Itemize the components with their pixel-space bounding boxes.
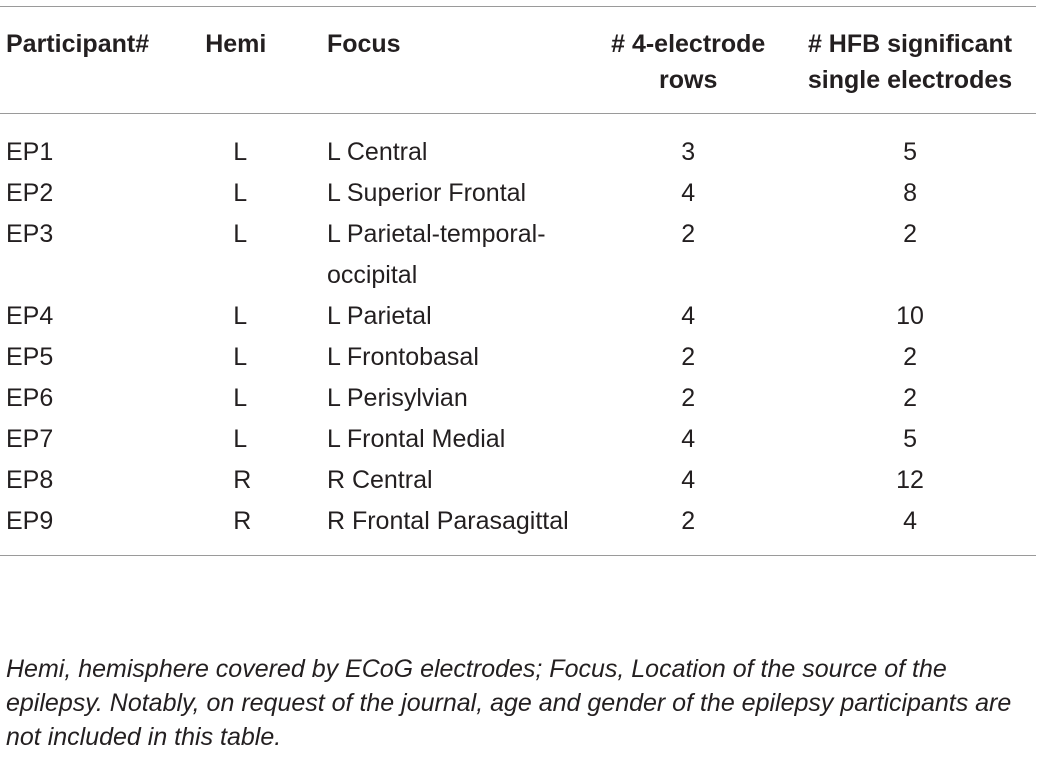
table-row (0, 173, 1036, 214)
cell-hemi: L (233, 220, 248, 248)
cell-hemi: R (233, 507, 252, 535)
cell-hfb-electrodes: 12 (896, 466, 924, 494)
cell-focus (327, 214, 592, 296)
cell-hemi: L (233, 138, 248, 166)
cell-electrode-rows: 4 (681, 302, 696, 330)
table-header (0, 7, 1036, 114)
cell-focus-text: L Superior Frontal (326, 179, 527, 207)
cell-focus-text: L Parietal-temporal-occipital (326, 220, 546, 289)
header-hfb-line2: single electrodes (807, 66, 1013, 94)
cell-electrode-rows: 3 (681, 138, 696, 166)
cell-electrode-rows: 4 (681, 466, 696, 494)
cell-focus (327, 337, 592, 378)
table-row (0, 337, 1036, 378)
cell-hfb-electrodes: 2 (903, 343, 917, 371)
cell-hfb-electrodes: 5 (903, 138, 917, 166)
header-electrode-rows (592, 7, 784, 114)
cell-electrode-rows: 2 (681, 507, 696, 535)
cell-focus-text: L Frontal Medial (326, 425, 506, 453)
cell-participant: EP9 (6, 507, 54, 535)
cell-focus (327, 173, 592, 214)
table-row (0, 501, 1036, 556)
cell-participant: EP1 (6, 138, 54, 166)
header-focus: Focus (326, 30, 401, 58)
table-row (0, 419, 1036, 460)
cell-focus-text: L Parietal (326, 302, 432, 330)
cell-participant: EP3 (6, 220, 54, 248)
cell-electrode-rows: 2 (681, 343, 696, 371)
header-row (0, 7, 1036, 114)
cell-focus (327, 296, 592, 337)
cell-hemi: L (233, 343, 248, 371)
table-row (0, 378, 1036, 419)
header-hemi: Hemi (205, 30, 267, 58)
cell-hfb-electrodes: 10 (896, 302, 924, 330)
table-row (0, 214, 1036, 296)
cell-hemi: L (233, 179, 248, 207)
header-hfb-electrodes (784, 7, 1036, 114)
cell-hfb-electrodes: 2 (903, 220, 917, 248)
cell-focus (327, 501, 592, 556)
cell-hemi: L (233, 425, 248, 453)
cell-electrode-rows: 4 (681, 425, 696, 453)
cell-hemi: L (233, 384, 248, 412)
cell-hfb-electrodes: 4 (903, 507, 917, 535)
table-body (0, 114, 1036, 556)
header-participant: Participant# (6, 30, 150, 58)
table-row (0, 296, 1036, 337)
cell-focus-text: R Central (326, 466, 433, 494)
table-footnote: Hemi, hemisphere covered by ECoG electrodes; Focus, Location of the source of the epilepsy. Notably, on request of the journal, age and gender of the epilepsy participants are not included in this table. (6, 655, 1012, 751)
cell-focus (327, 419, 592, 460)
cell-focus-text: R Frontal Parasagittal (326, 507, 569, 535)
cell-participant: EP2 (6, 179, 54, 207)
participants-table (0, 6, 1036, 556)
cell-hemi: R (233, 466, 252, 494)
cell-participant: EP8 (6, 466, 54, 494)
cell-focus (327, 114, 592, 174)
cell-participant: EP4 (6, 302, 54, 330)
cell-focus (327, 378, 592, 419)
cell-participant: EP6 (6, 384, 54, 412)
cell-hfb-electrodes: 8 (903, 179, 917, 207)
cell-focus-text: L Central (326, 138, 428, 166)
cell-hfb-electrodes: 5 (903, 425, 917, 453)
cell-participant: EP5 (6, 343, 54, 371)
table-row (0, 460, 1036, 501)
header-hfb-line1: # HFB significant (807, 30, 1013, 58)
cell-hemi: L (233, 302, 248, 330)
header-electrode-rows-line1: # 4-electrode (611, 30, 766, 58)
header-electrode-rows-line2: rows (659, 66, 718, 94)
table-row (0, 114, 1036, 174)
cell-focus-text: L Frontobasal (326, 343, 479, 371)
cell-focus-text: L Perisylvian (326, 384, 468, 412)
cell-electrode-rows: 2 (681, 384, 696, 412)
cell-participant: EP7 (6, 425, 54, 453)
cell-electrode-rows: 4 (681, 179, 696, 207)
cell-focus (327, 460, 592, 501)
cell-hfb-electrodes: 2 (903, 384, 917, 412)
cell-electrode-rows: 2 (681, 220, 696, 248)
